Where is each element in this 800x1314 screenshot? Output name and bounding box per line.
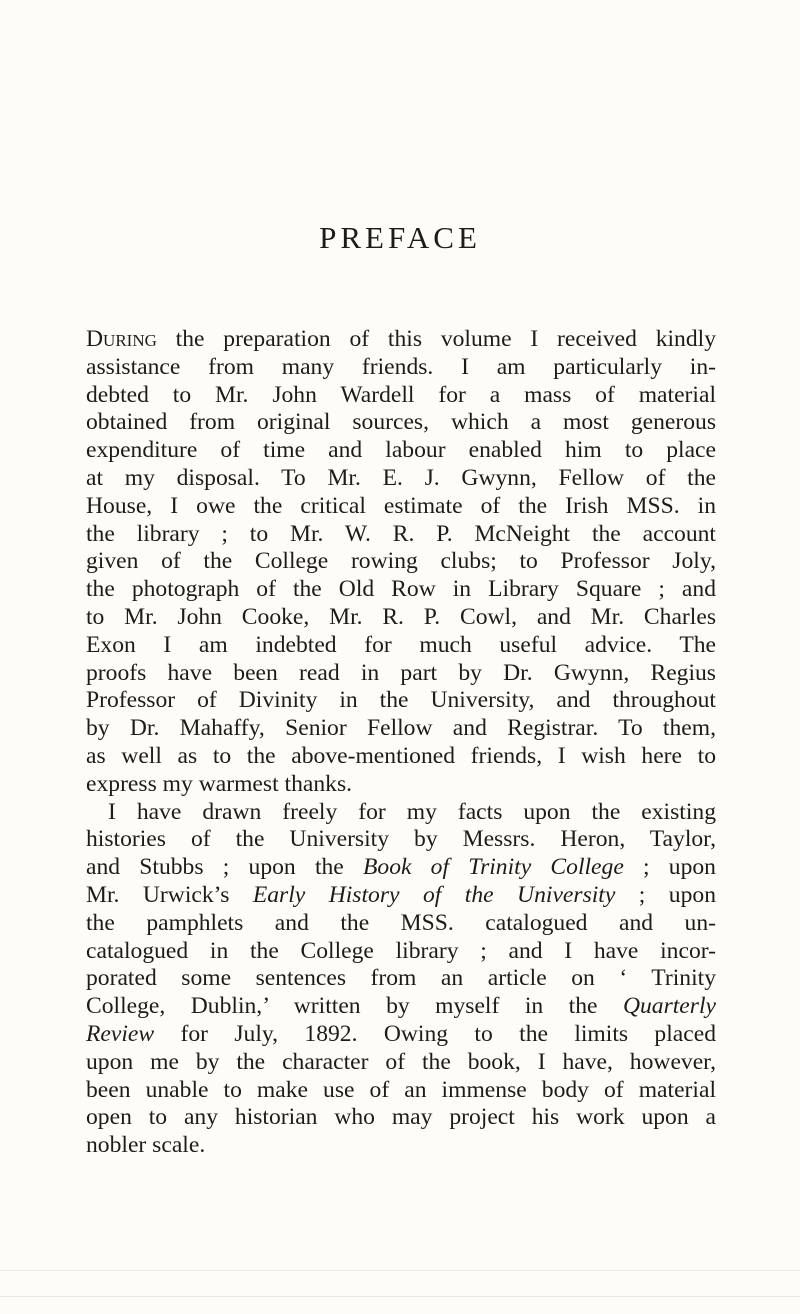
book-title: Book of Trinity College xyxy=(362,854,624,881)
page-title: PREFACE xyxy=(319,220,481,255)
text-line: open to any historian who may project his work upon a xyxy=(86,1104,716,1131)
text-line xyxy=(86,854,716,882)
line-text: Mr. Urwick’s xyxy=(86,881,253,908)
text-line: as well as to the above-mentioned friends, I wish here to xyxy=(86,742,716,769)
text-line: catalogued in the College library ; and I have incor- xyxy=(86,937,716,964)
text-line: been unable to make use of an immense body of material xyxy=(86,1076,716,1103)
text-line: porated some sentences from an article on ‘ Trinity xyxy=(86,965,716,992)
text-line: by Dr. Mahaffy, Senior Fellow and Registrar. To them, xyxy=(86,715,716,742)
drop-word: During xyxy=(86,326,157,352)
line-text: the preparation of this volume I received kindly xyxy=(156,326,716,352)
text-line: to Mr. John Cooke, Mr. R. P. Cowl, and Mr. Charles xyxy=(86,603,716,630)
text-line: Professor of Divinity in the University, and throughout xyxy=(86,687,716,714)
paragraph-2 xyxy=(86,799,716,1160)
text-line: given of the College rowing clubs; to Professor Joly, xyxy=(86,548,716,575)
text-line: nobler scale. xyxy=(86,1132,206,1159)
line-text: and Stubbs ; upon the xyxy=(86,854,363,881)
text-line: debted to Mr. John Wardell for a mass of material xyxy=(86,381,716,408)
text-line: House, I owe the critical estimate of the Irish MSS. in xyxy=(86,492,716,519)
text-line: histories of the University by Messrs. Heron, Taylor, xyxy=(86,826,716,853)
text-line xyxy=(86,882,716,910)
paragraph-1 xyxy=(86,326,716,799)
preface-text xyxy=(86,326,716,1160)
line-text: for July, 1892. Owing to the limits placed xyxy=(154,1020,716,1047)
journal-title: Quarterly xyxy=(622,993,716,1020)
text-line xyxy=(86,993,716,1021)
text-line: the library ; to Mr. W. R. P. McNeight the account xyxy=(86,520,716,547)
text-line xyxy=(86,1021,716,1049)
line-text: ; upon xyxy=(623,854,716,881)
text-line: I have drawn freely for my facts upon the existing xyxy=(108,798,716,825)
text-line: the pamphlets and the MSS. catalogued and un- xyxy=(86,909,716,936)
journal-title: Review xyxy=(86,1020,155,1047)
text-line: at my disposal. To Mr. E. J. Gwynn, Fellow of the xyxy=(86,464,716,491)
text-line: assistance from many friends. I am particularly in- xyxy=(86,353,716,380)
page-edge-line xyxy=(0,1296,800,1297)
page-edge-line xyxy=(0,1270,800,1271)
text-line: express my warmest thanks. xyxy=(86,770,353,797)
text-line: expenditure of time and labour enabled him to place xyxy=(86,437,716,464)
book-title: Early History of the University xyxy=(252,881,616,908)
text-line: proofs have been read in part by Dr. Gwynn, Regius xyxy=(86,659,716,686)
text-line: upon me by the character of the book, I have, however, xyxy=(86,1048,716,1075)
line-text: ; upon xyxy=(615,881,716,908)
line-text: College, Dublin,’ written by myself in the xyxy=(86,993,623,1020)
text-line: Exon I am indebted for much useful advice. The xyxy=(86,631,716,658)
text-line: obtained from original sources, which a most generous xyxy=(86,409,716,436)
text-line: the photograph of the Old Row in Library Square ; and xyxy=(86,576,716,603)
text-line xyxy=(86,326,716,354)
